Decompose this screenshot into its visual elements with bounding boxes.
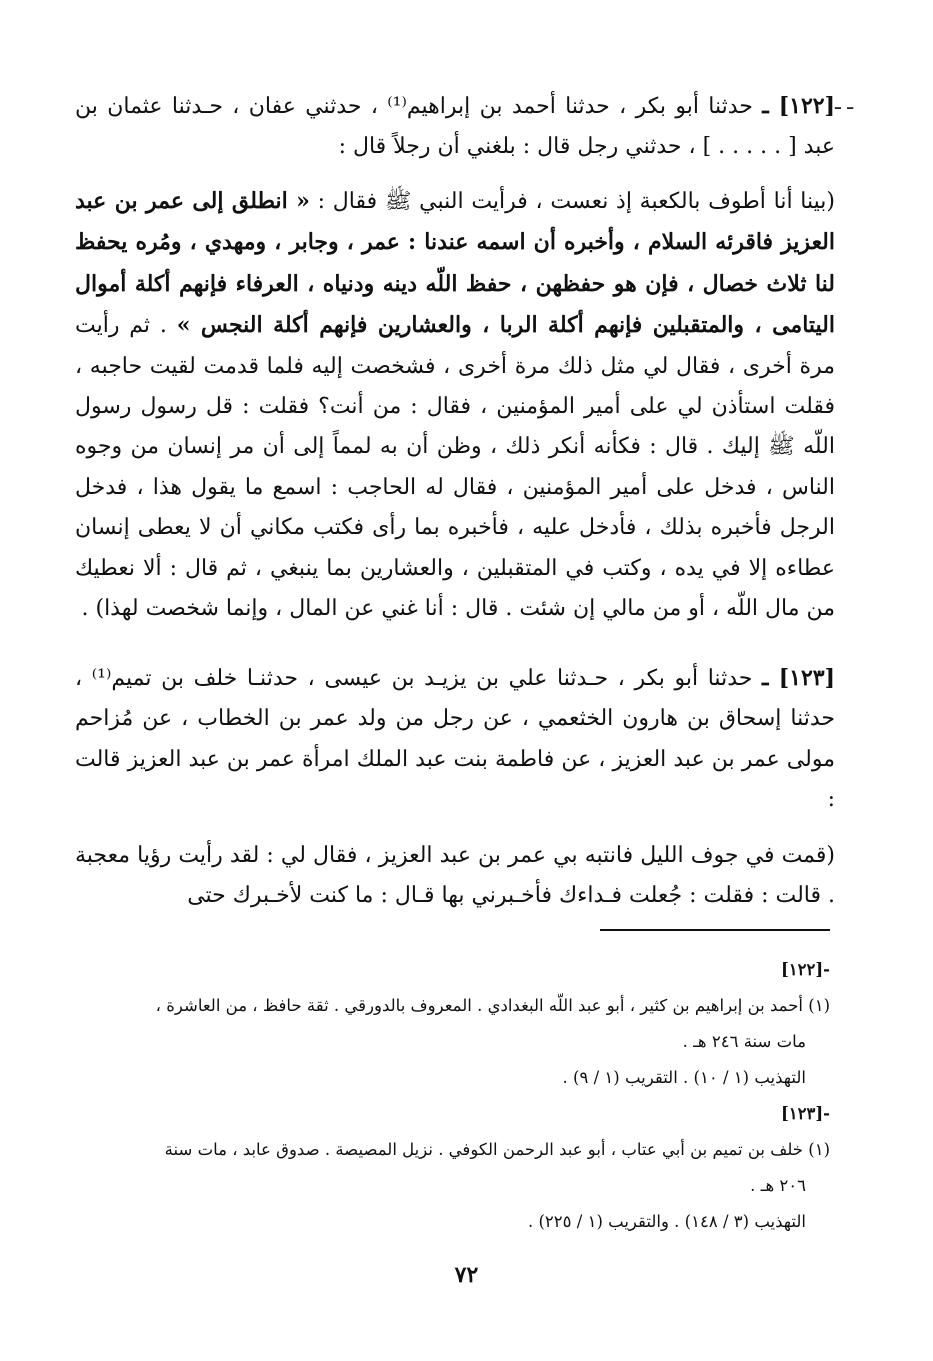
footnotes (70, 952, 830, 1240)
hadith-122-matn (75, 181, 835, 629)
footnote-123-line-2: ٢٠٦ هـ . (750, 1176, 806, 1195)
hadith-123-isnad-text: حدثنا أبو بكر ، حـدثنا علي بن يزيـد بن عيسى ، حدثنـا خلف بن تميم⁽¹⁾ ، حدثنا إسحاق بن هارون الخثعمي ، عن رجل من ولد عمر بن الخطاب ، عن مُزاحم مولى عمر بن عبد العزيز ، عن فاطمة بنت عبد الملك امرأة عمر بن عبد العزيز قالت : (75, 666, 836, 813)
hadith-122-matn-bold: « انطلق إلى عمر بن عبد العزيز فاقرئه السلام ، وأخبره أن اسمه عندنا : عمر ، وجابر ، ومهدي ، ومُره يحفظ لنا ثلاث خصال ، فإن هو حفظهن ، حفظ اللّه دينه ودنياه ، العرفاء فإنهم أكلة أموال اليتامى ، والمتقبلين فإنهم أكلة الربا ، والعشارين فإنهم أكلة النجس » (75, 188, 836, 339)
footnote-122-heading: -[١٢٢] (780, 960, 830, 979)
hadith-123-matn-text: (قمت في جوف الليل فانتبه بي عمر بن عبد العزيز ، فقال لي : لقد رأيت رؤيا معجبة . قالت : فقلت : جُعلت فـداءك فأخـبرني بها قـال : ما كنت لأخـبرك حتى (75, 843, 835, 909)
footnote-123-line-3: التهذيب (٣ / ١٤٨) . والتقريب (١ / ٢٢٥) . (527, 1212, 806, 1231)
footnote-divider (600, 929, 830, 931)
hadith-122-heading: [١٢٢] ـ (762, 93, 835, 119)
hadith-122-matn-part1: (بينا أنا أطوف بالكعبة إذ نعست ، فرأيت النبي ﷺ فقال : (317, 189, 835, 214)
footnote-123-line-1: (١) خلف بن تميم بن أبي عتاب ، أبو عبد الرحمن الكوفي . نزيل المصيصة . صدوق عابد ، مات سنة (164, 1140, 830, 1159)
hadith-123-heading: [١٢٣] ـ (761, 665, 836, 691)
corner-mark: ـ ـ (835, 90, 854, 114)
hadith-123-matn (75, 836, 835, 917)
footnote-122-line-3: التهذيب (١ / ١٠) . التقريب (١ / ٩) . (562, 1068, 806, 1087)
hadith-122-matn-part2: . ثم رأيت مرة أخرى ، فقال لي مثل ذلك مرة أخرى ، فشخصت إليه فلما قدمت لقيت حاجبه ، فقلت استأذن لي على أمير المؤمنين ، فقال : من أنت؟ فقلت : قل رسول رسول اللّه ﷺ إليك . قال : فكأنه أنكر ذلك ، وظن أن به لمماً إلى أن مر إنسان من وجوه الناس ، فدخل على أمير المؤمنين ، فقال له الحاجب : اسمع ما يقول هذا ، فدخل الرجل فأخبره بذلك ، فأدخل عليه ، فأخبره بما رأى فكتب مكاني أن لا يعطى إنسان عطاءه إلا في يده ، وكتب في المتقبلين ، والعشارين بما ينبغي ، ثم قال : ألا نعطيك من مال اللّه ، أو من مالي إن شئت . قال : أنا غني عن المال ، وإنما شخصت لهذا) . (75, 313, 835, 622)
footnote-122-line-1: (١) أحمد بن إبراهيم بن كثير ، أبو عبد اللّه البغدادي . المعروف بالدورقي . ثقة حافظ ، من العاشرة ، (155, 996, 830, 1015)
page-number: ٧٢ (454, 1262, 479, 1288)
hadith-122-isnad-text: حدثنا أبو بكر ، حدثنا أحمد بن إبراهيم⁽¹⁾ ، حدثني عفان ، حـدثنا عثمان بن عبد [ . . . . . ] ، حدثني رجل قال : بلغني أن رجلاً قال : (75, 94, 835, 160)
footnote-122-line-2: مات سنة ٢٤٦ هـ . (682, 1032, 806, 1051)
hadith-122-isnad (75, 86, 835, 168)
hadith-123-isnad (75, 658, 835, 821)
footnote-123-heading: -[١٢٣] (780, 1104, 830, 1123)
